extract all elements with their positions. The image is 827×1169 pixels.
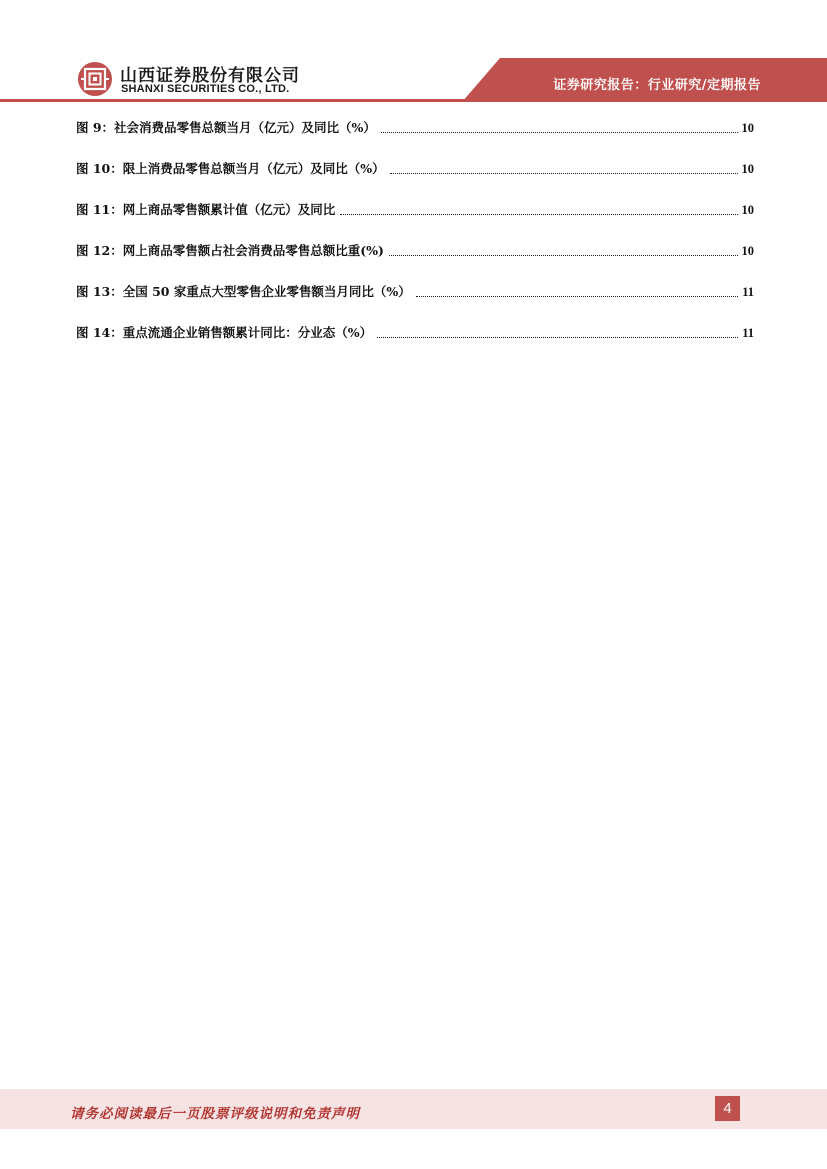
toc-entry-page: 11 (742, 285, 754, 299)
toc-entry-label: 图 14：重点流通企业销售额累计同比：分业态（%） (76, 325, 373, 340)
toc-entry-page: 10 (741, 121, 754, 135)
company-logo-icon (77, 61, 113, 97)
toc-leader-dots (389, 254, 738, 256)
toc-entry-label: 图 11：网上商品零售额累计值（亿元）及同比 (76, 202, 336, 217)
toc-entry-label: 图 10：限上消费品零售总额当月（亿元）及同比（%） (76, 161, 385, 176)
toc-entry-page: 10 (741, 162, 754, 176)
toc-entry[interactable] (76, 200, 754, 218)
toc-entry[interactable] (76, 159, 754, 177)
toc-leader-dots (377, 336, 738, 338)
toc-leader-dots (390, 172, 738, 174)
footer-disclaimer: 请务必阅读最后一页股票评级说明和免责声明 (70, 1106, 360, 1122)
toc-leader-dots (416, 295, 738, 297)
company-name-cn: 山西证券股份有限公司 (120, 66, 300, 86)
toc-leader-dots (340, 213, 737, 215)
toc-entry[interactable] (76, 241, 754, 259)
toc-entry[interactable] (76, 323, 754, 341)
toc-entry-label: 图 9：社会消费品零售总额当月（亿元）及同比（%） (76, 120, 376, 135)
toc-entry[interactable] (76, 282, 754, 300)
toc-entry-page: 11 (742, 326, 754, 340)
toc-entry-page: 10 (741, 244, 754, 258)
toc-entry-label: 图 13：全国 50 家重点大型零售企业零售额当月同比（%） (76, 284, 411, 299)
header-rule (0, 99, 827, 102)
toc-entry-page: 10 (741, 203, 754, 217)
toc-leader-dots (381, 131, 738, 133)
page-header (0, 0, 827, 110)
toc-entry-label: 图 12：网上商品零售额占社会消费品零售总额比重(%) (76, 243, 384, 258)
report-type-label: 证券研究报告：行业研究/定期报告 (553, 78, 761, 93)
company-name-en: SHANXI SECURITIES CO., LTD. (121, 83, 290, 95)
toc-entry[interactable] (76, 118, 754, 136)
page-number: 4 (715, 1096, 740, 1121)
